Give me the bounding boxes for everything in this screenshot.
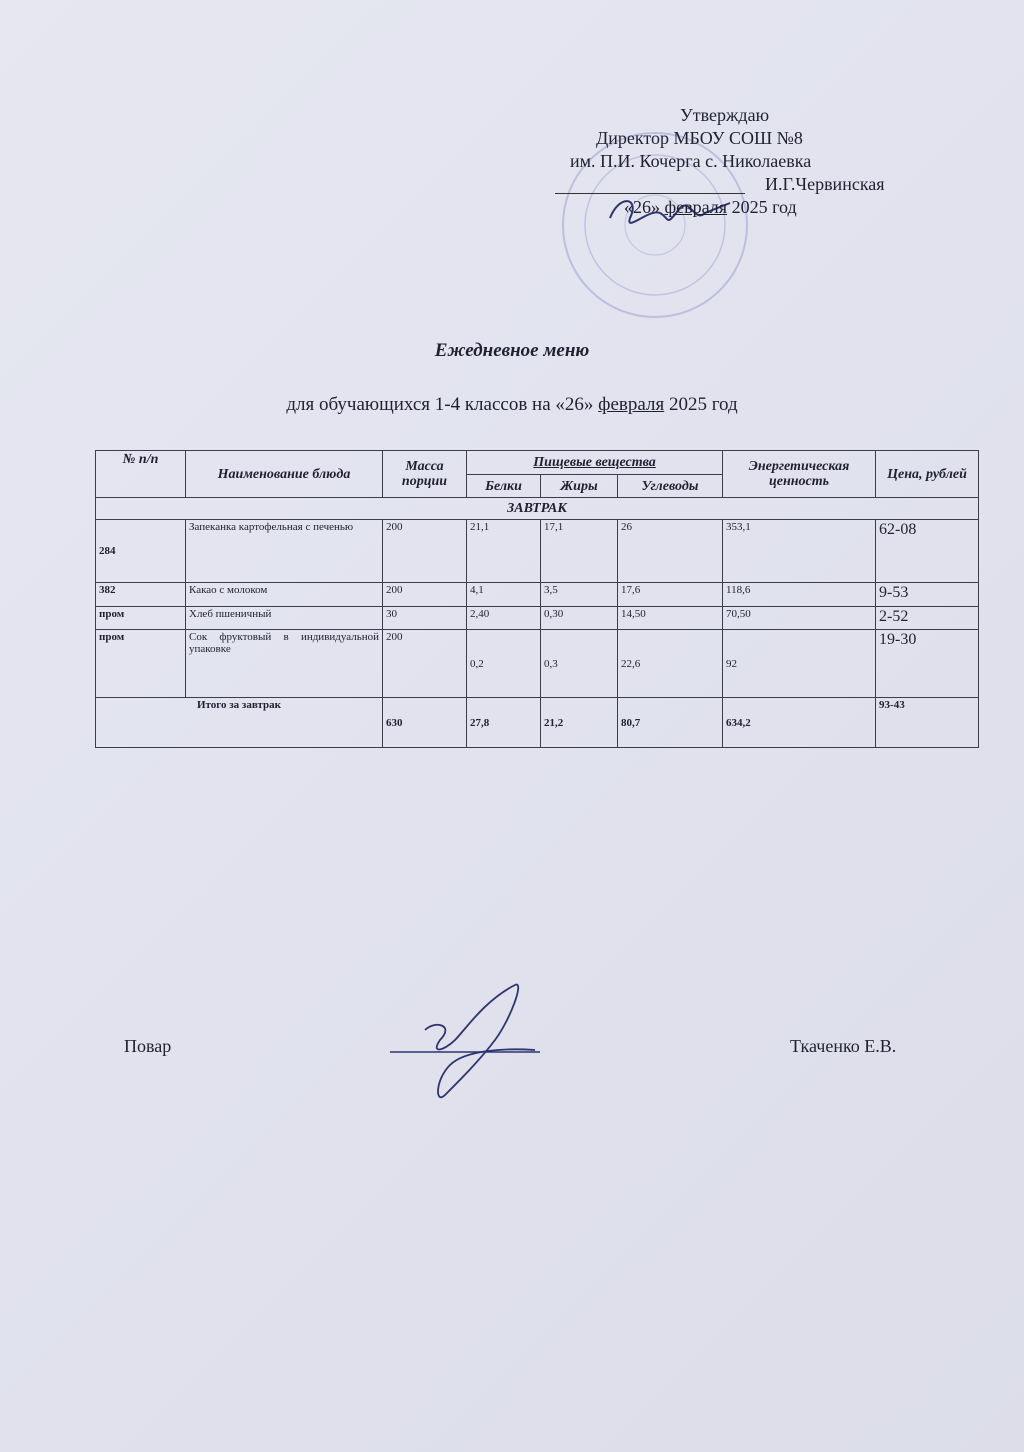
cell-energy: 92	[723, 630, 876, 698]
cell-carbs: 17,6	[618, 583, 723, 607]
cell-mass: 200	[383, 583, 467, 607]
cell-num: пром	[96, 607, 186, 630]
table-row	[96, 520, 979, 583]
total-carbs: 80,7	[618, 698, 723, 748]
date-month: февраля	[664, 197, 728, 217]
approval-signer: И.Г.Червинская	[765, 174, 885, 194]
cell-name: Запеканка картофельная с печенью	[186, 520, 383, 583]
document-title: Ежедневное меню	[434, 340, 590, 361]
signature-line	[555, 173, 745, 194]
header-carbs: Углеводы	[618, 475, 723, 498]
cell-carbs: 26	[618, 520, 723, 583]
date-year: 2025 год	[731, 197, 797, 217]
menu-table	[95, 450, 979, 748]
header-mass: Масса порции	[383, 451, 467, 498]
header-num: № п/п	[96, 451, 186, 498]
cell-fat: 0,3	[541, 630, 618, 698]
cell-fat: 0,30	[541, 607, 618, 630]
header-price: Цена, рублей	[876, 451, 979, 498]
subtitle-year: 2025 год	[668, 394, 738, 415]
table-row	[96, 630, 979, 698]
cell-num: 284	[96, 520, 186, 583]
header-fat: Жиры	[541, 475, 618, 498]
cell-energy: 70,50	[723, 607, 876, 630]
header-protein: Белки	[467, 475, 541, 498]
subtitle-month: февраля	[598, 394, 665, 415]
cell-fat: 17,1	[541, 520, 618, 583]
cell-price: 19-30	[876, 630, 979, 698]
cell-carbs: 14,50	[618, 607, 723, 630]
cell-energy: 353,1	[723, 520, 876, 583]
table-row	[96, 583, 979, 607]
header-name: Наименование блюда	[186, 451, 383, 498]
document-subtitle	[0, 394, 1024, 416]
cell-mass: 200	[383, 630, 467, 698]
cell-price: 2-52	[876, 607, 979, 630]
cell-fat: 3,5	[541, 583, 618, 607]
total-price: 93-43	[876, 698, 979, 748]
total-row	[96, 698, 979, 748]
cell-energy: 118,6	[723, 583, 876, 607]
date-day: «26»	[624, 197, 660, 217]
subtitle-prefix: для обучающихся 1-4 классов на «26»	[286, 394, 594, 415]
total-fat: 21,2	[541, 698, 618, 748]
cell-price: 62-08	[876, 520, 979, 583]
cell-name: Сок фруктовый в индивидуальной упаковке	[186, 630, 383, 698]
header-energy: Энергетическая ценность	[723, 451, 876, 498]
cook-name: Ткаченко Е.В.	[790, 1036, 897, 1056]
section-breakfast: ЗАВТРАК	[96, 498, 979, 520]
approval-date	[624, 196, 797, 219]
cell-protein: 4,1	[467, 583, 541, 607]
cell-protein: 0,2	[467, 630, 541, 698]
header-nutrients: Пищевые вещества	[467, 451, 723, 475]
cell-mass: 200	[383, 520, 467, 583]
cell-price: 9-53	[876, 583, 979, 607]
cell-name: Какао с молоком	[186, 583, 383, 607]
cell-name: Хлеб пшеничный	[186, 607, 383, 630]
total-energy: 634,2	[723, 698, 876, 748]
table-row	[96, 607, 979, 630]
cook-role: Повар	[124, 1036, 172, 1056]
approval-school: им. П.И. Кочерга с. Николаевка	[570, 151, 812, 171]
cell-num: 382	[96, 583, 186, 607]
total-label: Итого за завтрак	[96, 698, 383, 748]
cell-mass: 30	[383, 607, 467, 630]
cell-protein: 21,1	[467, 520, 541, 583]
cell-carbs: 22,6	[618, 630, 723, 698]
total-mass: 630	[383, 698, 467, 748]
approval-position: Директор МБОУ СОШ №8	[596, 128, 803, 148]
cell-num: пром	[96, 630, 186, 698]
cook-signature	[385, 980, 565, 1110]
total-protein: 27,8	[467, 698, 541, 748]
cell-protein: 2,40	[467, 607, 541, 630]
approval-heading: Утверждаю	[680, 105, 770, 125]
